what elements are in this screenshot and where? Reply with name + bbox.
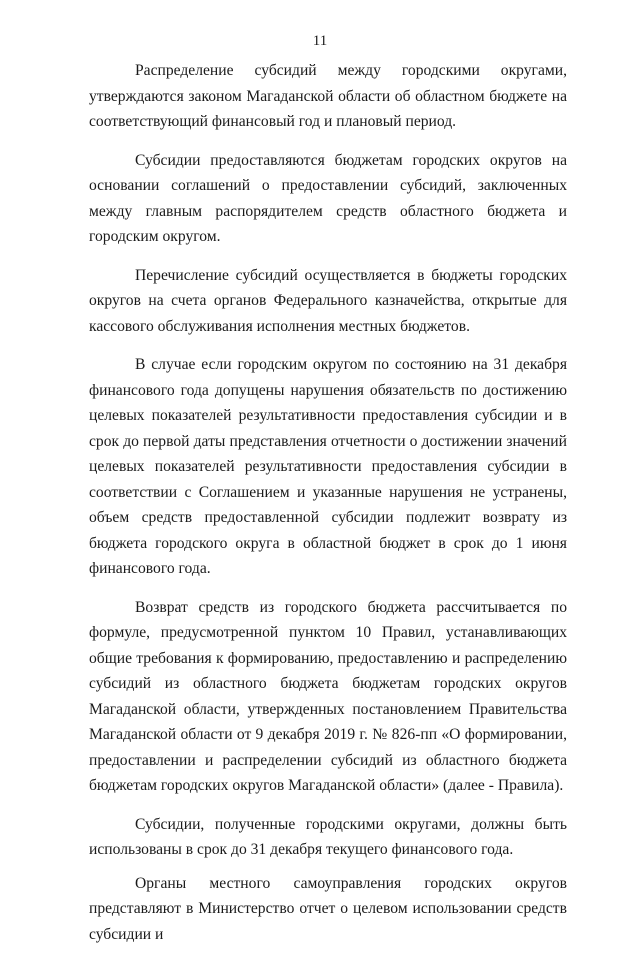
paragraph-usage-deadline: Субсидии, полученные городскими округами, должны быть использованы в срок до 31 декабря текущего финансового года. xyxy=(89,815,567,858)
page-number: 11 xyxy=(312,33,328,49)
paragraph-reporting: Органы местного самоуправления городских округов представляют в Министерство отчет о целевом использовании средств субсидии и xyxy=(89,874,567,943)
paragraph-subsidy-provision: Субсидии предоставляются бюджетам городских округов на основании соглашений о предоставлении субсидий, заключенных между главным распорядителем средств областного бюджета и городским округом. xyxy=(89,151,567,245)
paragraph-violation-return: В случае если городским округом по состоянию на 31 декабря финансового года допущены нарушения обязательств по достижению целевых показателей результативности предоставления субсидии и в срок до первой даты представления отчетности о достижении значений целевых показателей результативности предоставления субсидии в соответствии с Соглашением и указанные нарушения не устранены, объем средств предоставленной субсидии подлежит возврату из бюджета городского округа в областной бюджет в срок до 1 июня финансового года. xyxy=(89,356,567,577)
paragraph-return-formula: Возврат средств из городского бюджета рассчитывается по формуле, предусмотренной пунктом 10 Правил, устанавливающих общие требования к формированию, предоставлению и распределению субсидий из областного бюджета бюджетам городских округов Магаданской области, утвержденных постановлением Правительства Магаданской области от 9 декабря 2019 г. № 826-пп «О формировании, предоставлении и распределении субсидий из областного бюджета бюджетам городских округов Магаданской области» (далее - Правила). xyxy=(89,598,567,794)
paragraph-subsidy-distribution: Распределение субсидий между городскими округами, утверждаются законом Магаданской области об областном бюджете на соответствующий финансовый год и плановый период. xyxy=(89,62,567,130)
document-body xyxy=(89,58,567,960)
paragraph-subsidy-transfer: Перечисление субсидий осуществляется в бюджеты городских округов на счета органов Федерального казначейства, открытые для кассового обслуживания исполнения местных бюджетов. xyxy=(89,266,567,335)
